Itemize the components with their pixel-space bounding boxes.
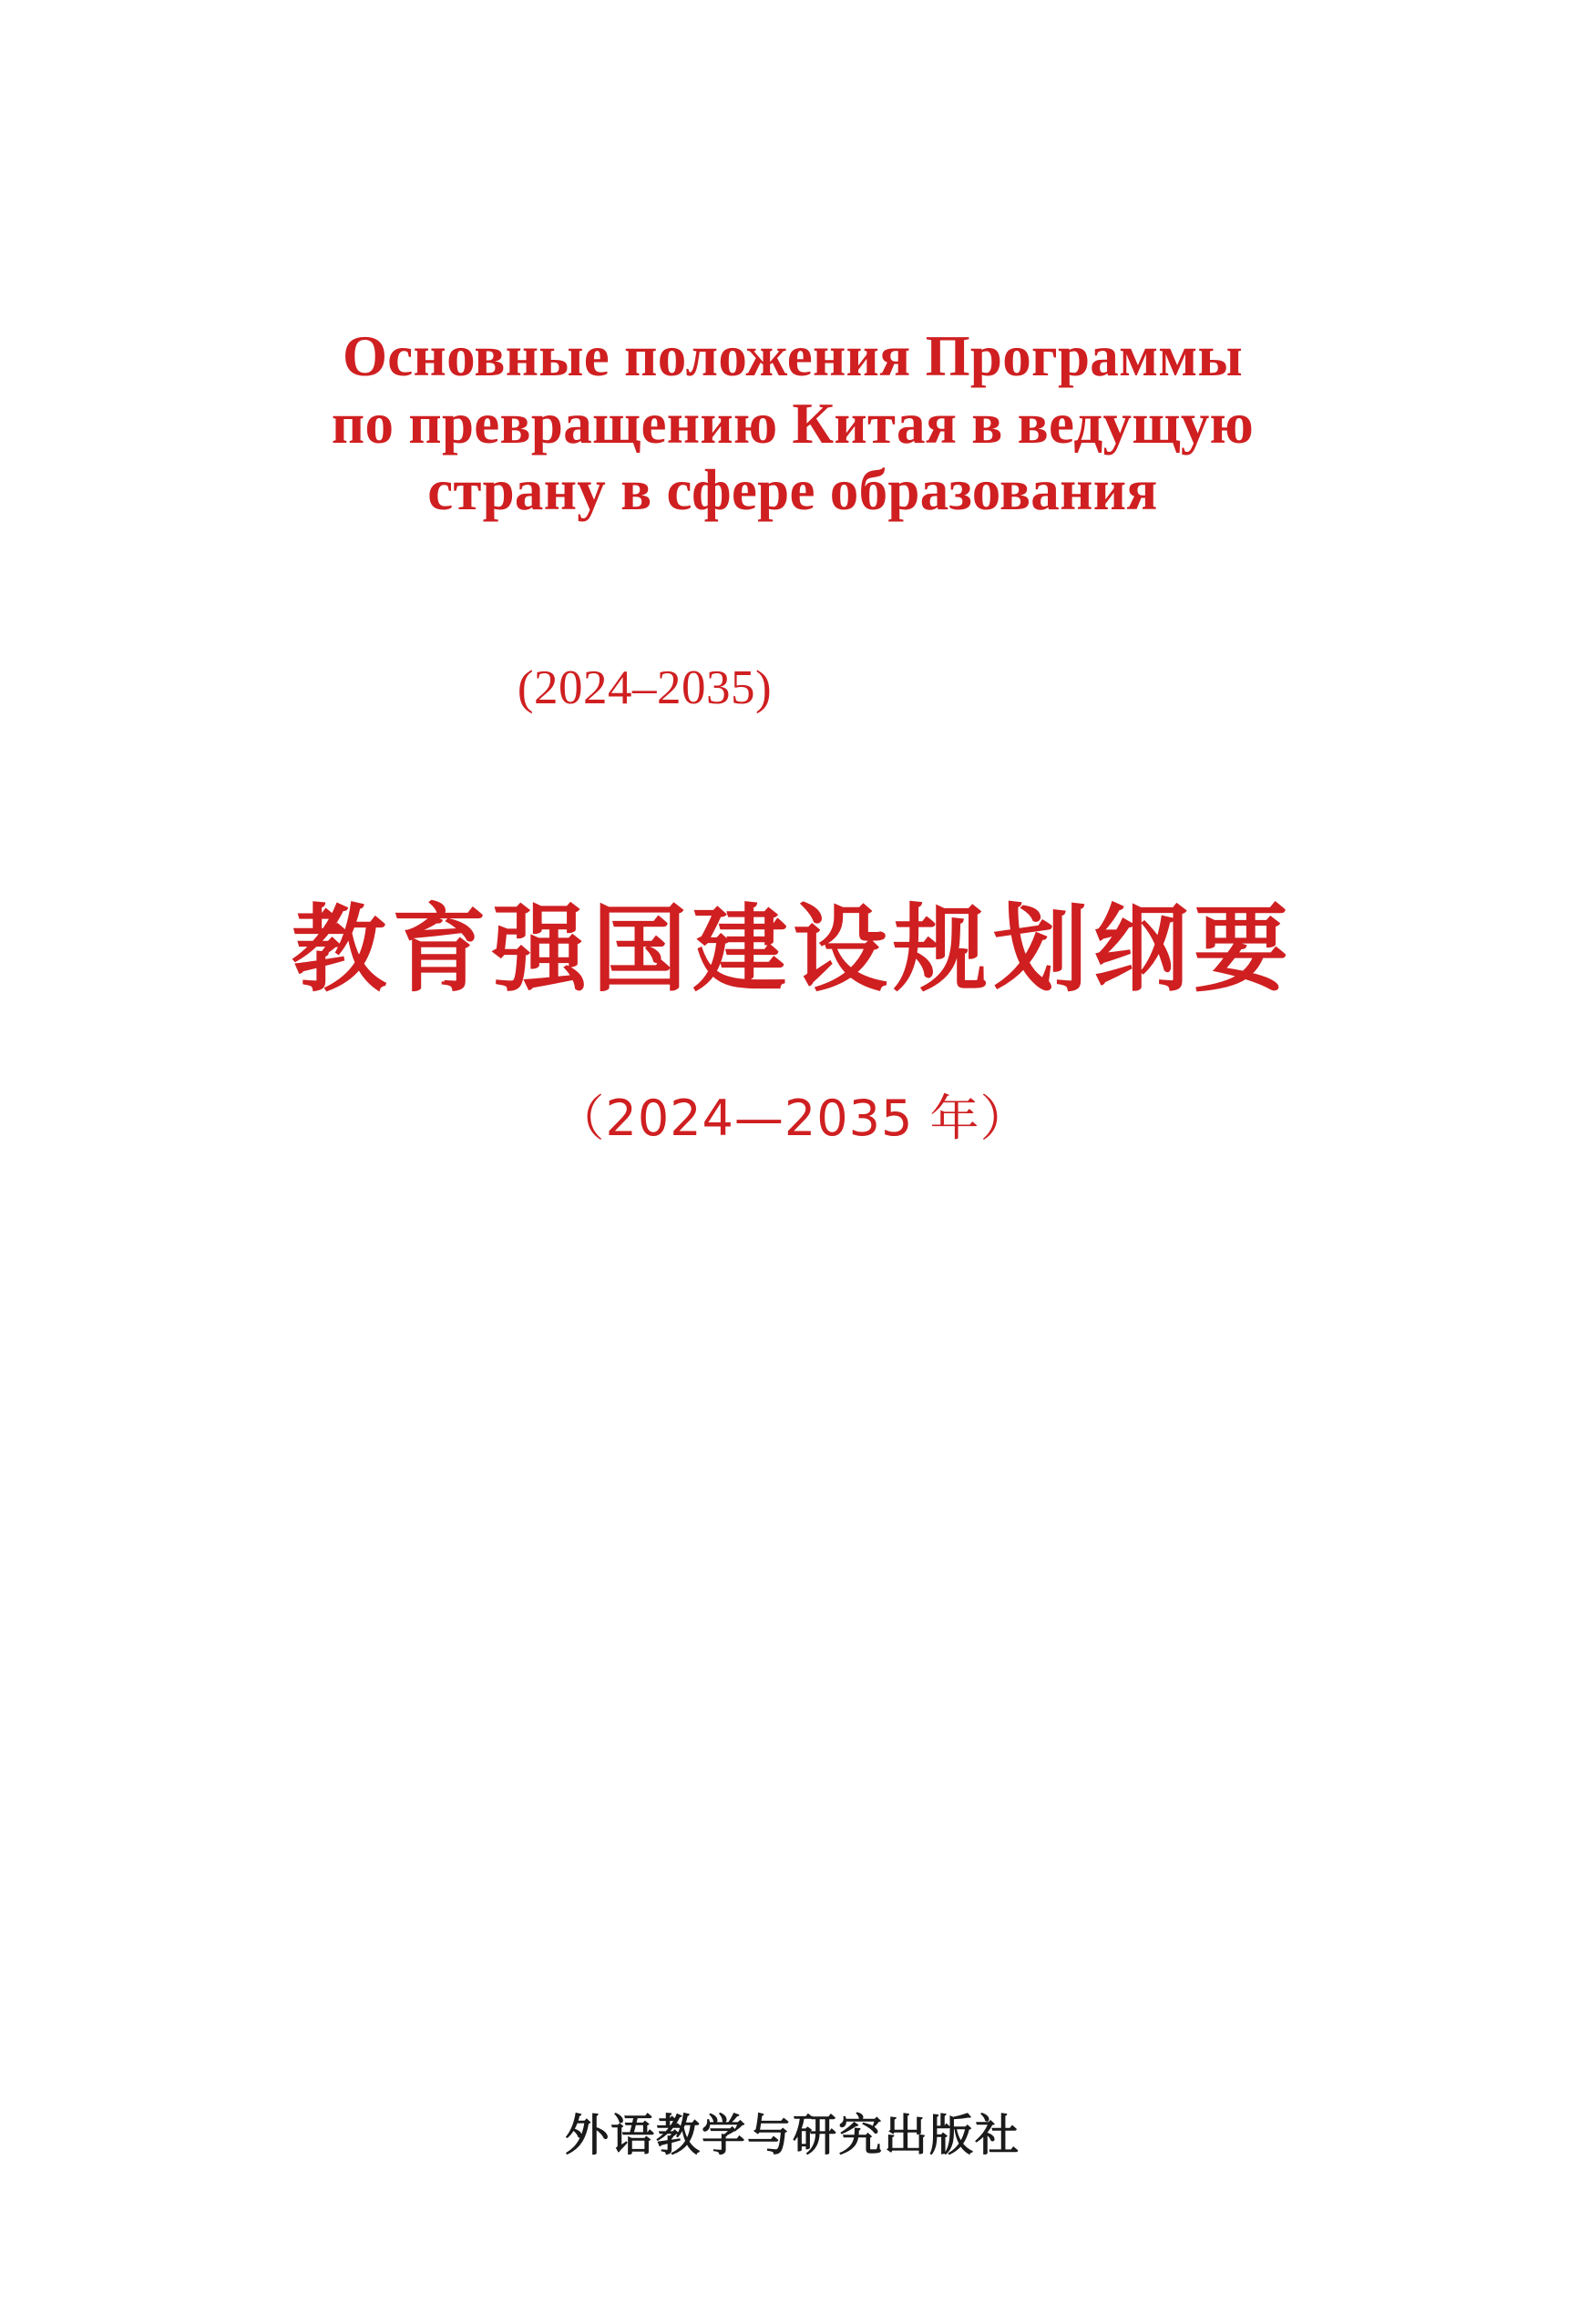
russian-title-line-1: Основные положения Программы xyxy=(342,324,1243,388)
russian-year-range: (2024–2035) xyxy=(517,661,773,714)
chinese-year-range: （2024—2035 年） xyxy=(555,1090,1030,1147)
russian-title xyxy=(155,323,1430,525)
russian-title-line-3: страну в сфере образования xyxy=(427,458,1158,523)
russian-title-line-2: по превращению Китая в ведущую xyxy=(331,391,1255,456)
publisher-name: 外语教学与研究出版社 xyxy=(564,2110,1020,2161)
chinese-title: 教育强国建设规划纲要 xyxy=(291,894,1294,1005)
